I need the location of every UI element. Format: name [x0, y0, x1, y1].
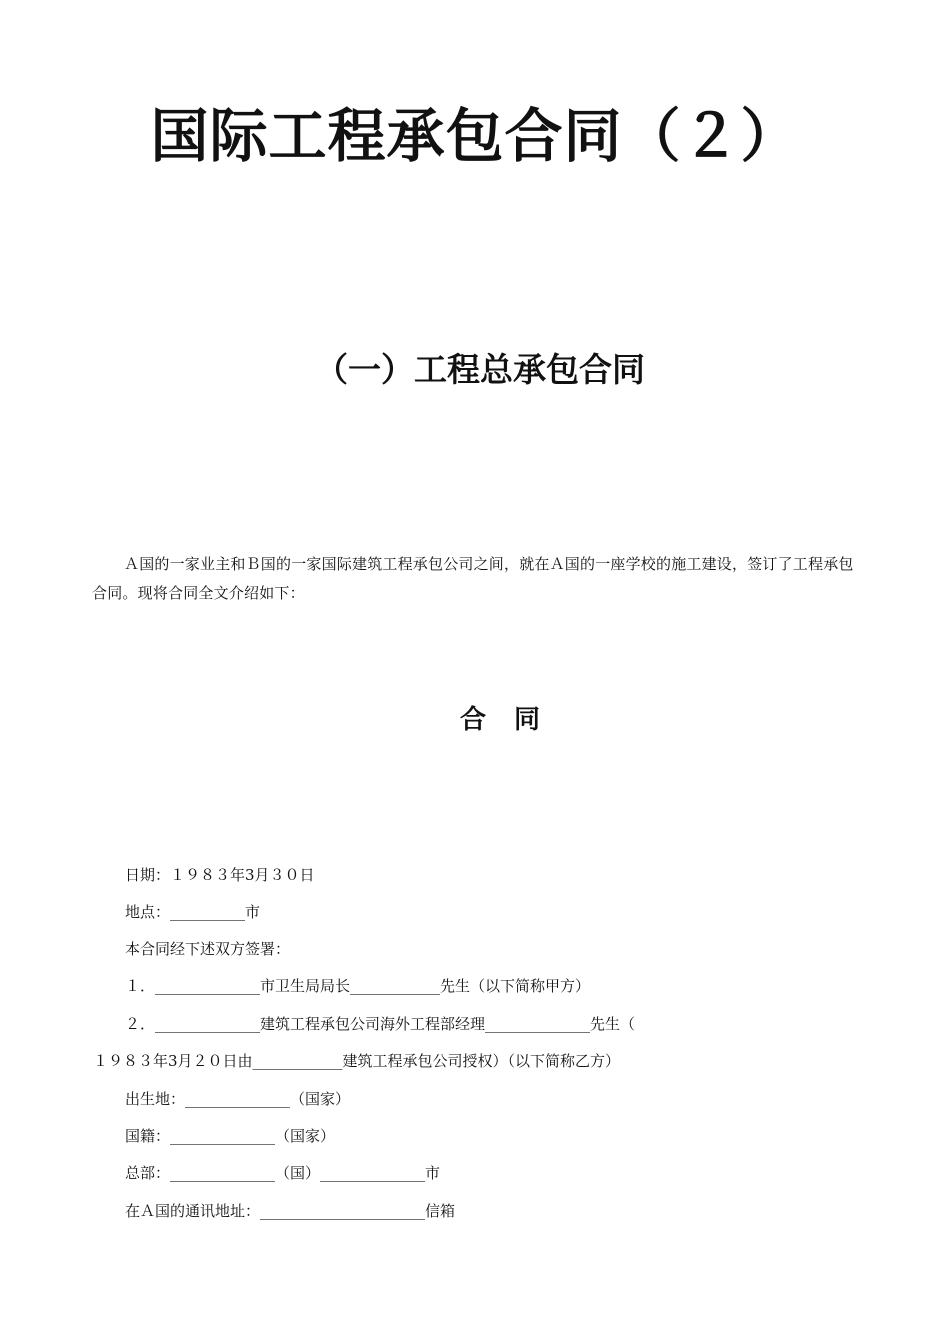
- birthplace-line: 出生地：______________（国家）: [125, 1090, 351, 1108]
- party-a-line: １．______________市卫生局局长____________先生（以下简称甲方）: [125, 977, 591, 995]
- mailing-address-line: 在Ａ国的通讯地址：______________________信箱: [125, 1202, 456, 1220]
- party-b-line-1: ２．______________建筑工程承包公司海外工程部经理______________先生（: [125, 1015, 636, 1033]
- intro-paragraph: Ａ国的一家业主和Ｂ国的一家国际建筑工程承包公司之间，就在Ａ国的一座学校的施工建设，签订了工程承包合同。现将合同全文介绍如下：: [92, 555, 854, 602]
- section-subtitle: （一）工程总承包合同: [315, 350, 645, 389]
- party-b-line-2: １９８３年3月２０日由____________建筑工程承包公司授权）（以下简称乙方）: [93, 1052, 621, 1070]
- headquarters-line: 总部：______________（国）______________市: [125, 1164, 441, 1182]
- contract-date-line: 日期：１９８３年3月３０日: [125, 866, 315, 884]
- signing-parties-line: 本合同经下述双方签署：: [125, 940, 291, 958]
- contract-place-line: 地点：__________市: [125, 903, 261, 921]
- contract-heading: 合同: [460, 705, 569, 735]
- document-title: 国际工程承包合同（２）: [150, 102, 800, 170]
- nationality-line: 国籍：______________（国家）: [125, 1127, 336, 1145]
